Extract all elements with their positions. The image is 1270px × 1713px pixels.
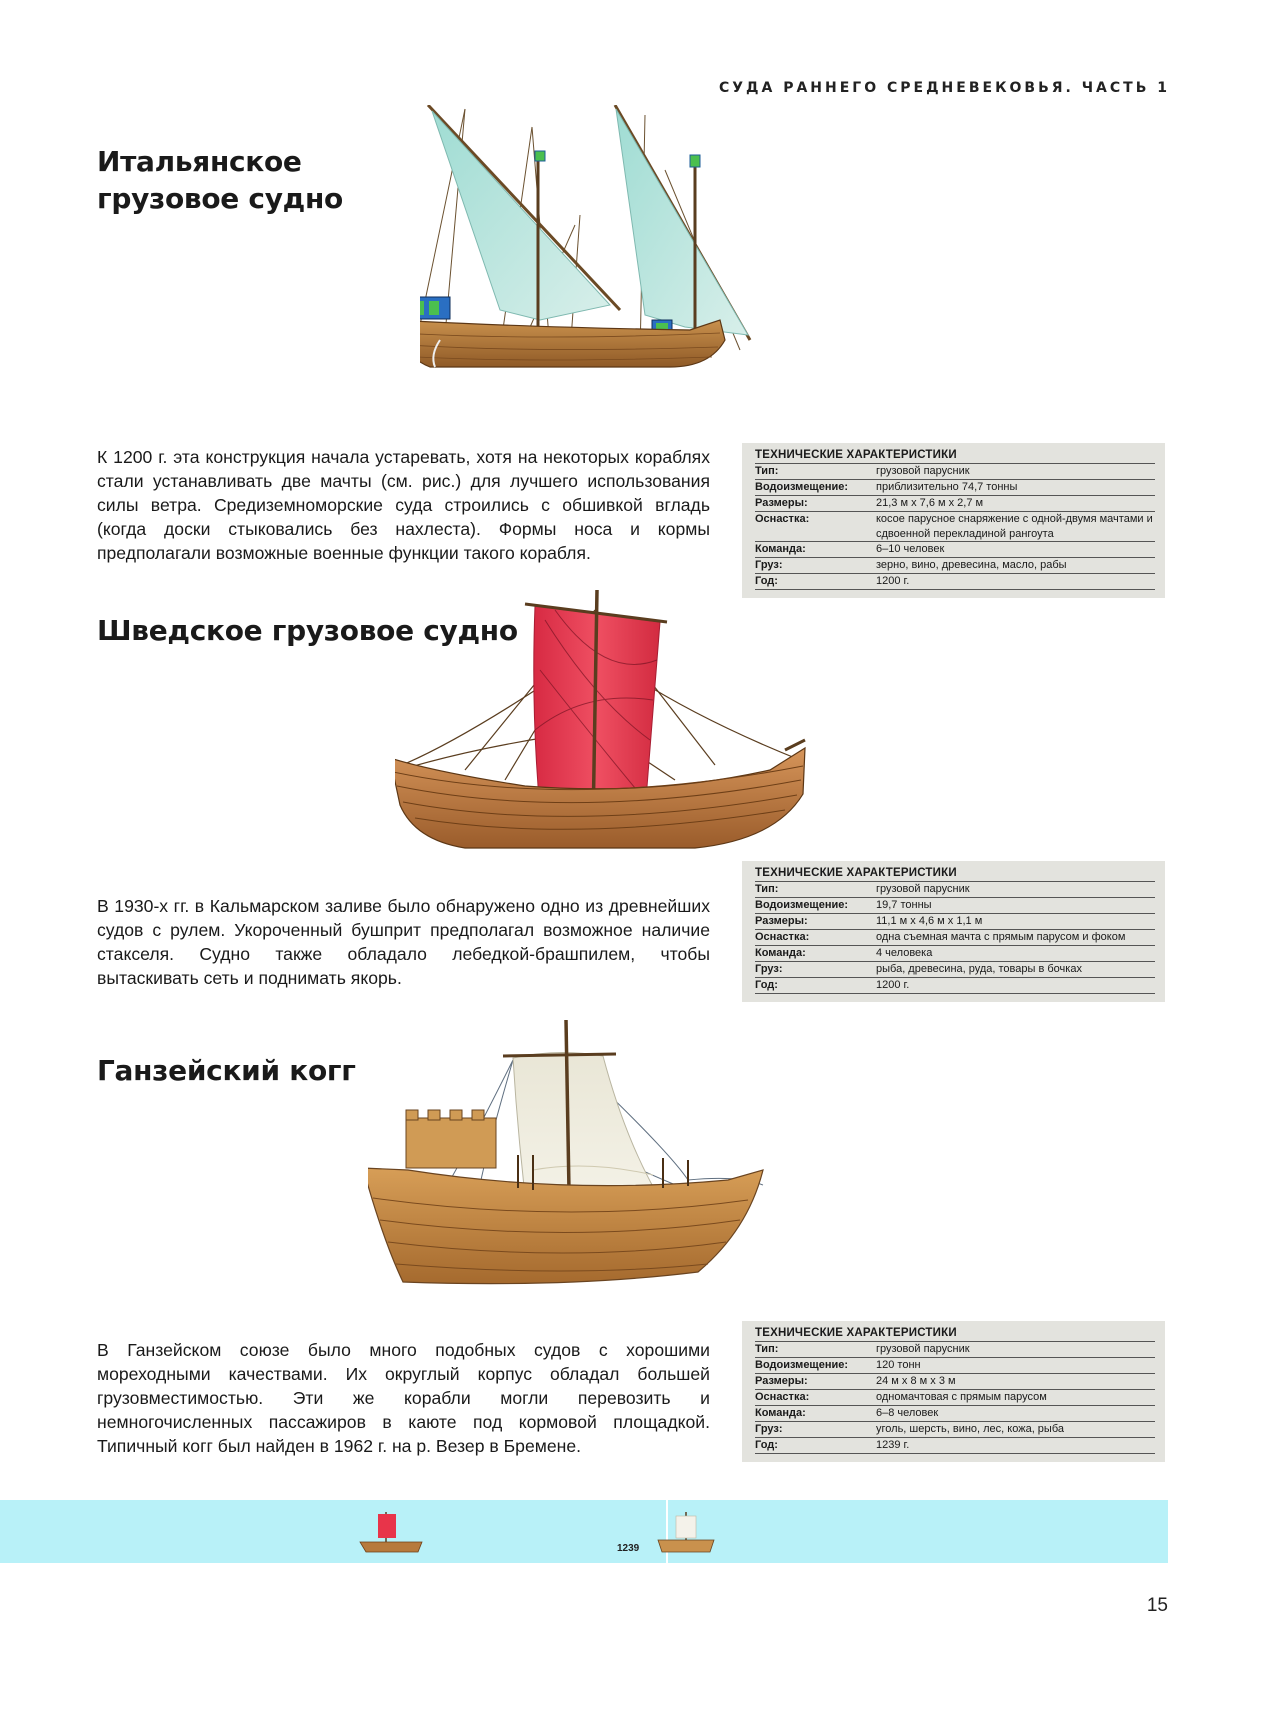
specs-table-swedish — [742, 861, 1165, 1002]
spec-row — [755, 1422, 1155, 1438]
spec-row — [755, 946, 1155, 962]
spec-value: 24 м x 8 м x 3 м — [876, 1375, 956, 1387]
running-header: СУДА РАННЕГО СРЕДНЕВЕКОВЬЯ. ЧАСТЬ 1 — [718, 80, 1170, 96]
spec-label: Размеры: — [755, 915, 808, 927]
section-title-hanseatic — [97, 1052, 356, 1089]
spec-value: 1239 г. — [876, 1439, 910, 1451]
spec-value: косое парусное снаряжение с одной-двумя мачтами и сдвоенной перекладиной рангоута — [876, 513, 1153, 540]
spec-label: Тип: — [755, 465, 779, 477]
spec-label: Год: — [755, 979, 778, 991]
hanseatic-cog-illustration — [368, 1020, 798, 1305]
spec-label: Груз: — [755, 1423, 783, 1435]
spec-label: Водоизмещение: — [755, 1359, 849, 1371]
spec-row — [755, 512, 1155, 542]
spec-row — [755, 1374, 1155, 1390]
spec-value: зерно, вино, древесина, масло, рабы — [876, 559, 1067, 571]
specs-title: ТЕХНИЧЕСКИЕ ХАРАКТЕРИСТИКИ — [755, 448, 1155, 464]
spec-label: Размеры: — [755, 1375, 808, 1387]
spec-value: грузовой парусник — [876, 883, 970, 895]
spec-label: Груз: — [755, 963, 783, 975]
spec-row — [755, 1406, 1155, 1422]
section-text-hanseatic: В Ганзейском союзе было много подобных судов с хорошими мореходными качествами. Их округлый корпус обладал большей грузовместимостью. Эти же корабли могли перевозить и немногочисленных пассажиров в каюте под кормовой площадкой. Типичный когг был найден в 1962 г. на р. Везер в Бремене. — [97, 1340, 710, 1456]
page-number: 15 — [1146, 1595, 1168, 1616]
spec-value: 21,3 м x 7,6 м x 2,7 м — [876, 497, 984, 509]
spec-row — [755, 1342, 1155, 1358]
spec-value: грузовой парусник — [876, 465, 970, 477]
section-title-line: Ганзейский когг — [97, 1054, 356, 1087]
spec-value: 19,7 тонны — [876, 899, 932, 911]
specs-title: ТЕХНИЧЕСКИЕ ХАРАКТЕРИСТИКИ — [755, 1326, 1155, 1342]
spec-row — [755, 962, 1155, 978]
spec-row — [755, 1438, 1155, 1454]
spec-label: Оснастка: — [755, 1391, 810, 1403]
spec-row — [755, 574, 1155, 590]
spec-label: Команда: — [755, 543, 806, 555]
specs-table-hanseatic — [742, 1321, 1165, 1462]
italian-ship-illustration — [420, 105, 765, 405]
spec-row — [755, 558, 1155, 574]
timeline-band — [0, 1500, 1168, 1563]
timeline-ship-swedish-icon — [358, 1510, 424, 1556]
section-text-swedish: В 1930-х гг. в Кальмарском заливе было обнаружено одно из древнейших судов с рулем. Укороченный бушприт предполагал возможное наличие стакселя. Судно также обладало лебедкой-брашпилем, чтобы вытаскивать сеть и поднимать якорь. — [97, 896, 710, 988]
spec-value: рыба, древесина, руда, товары в бочках — [876, 963, 1082, 975]
section-title-line: Шведское грузовое судно — [97, 614, 518, 647]
spec-row — [755, 898, 1155, 914]
spec-value: грузовой парусник — [876, 1343, 970, 1355]
spec-label: Оснастка: — [755, 931, 810, 943]
spec-label: Год: — [755, 575, 778, 587]
spec-label: Водоизмещение: — [755, 899, 849, 911]
spec-label: Год: — [755, 1439, 778, 1451]
spec-label: Груз: — [755, 559, 783, 571]
spec-row — [755, 978, 1155, 994]
spec-value: 4 человека — [876, 947, 933, 959]
spec-value: приблизительно 74,7 тонны — [876, 481, 1018, 493]
section-text-italian: К 1200 г. эта конструкция начала устаревать, хотя на некоторых кораблях стали устанавливать две мачты (см. рис.) для лучшего использования силы ветра. Средиземноморские суда строились с обшивкой вгладь (когда доски стыковались без нахлеста). Формы носа и кормы предполагали возможные военные функции такого корабля. — [97, 447, 710, 563]
timeline-ship-cog-icon — [654, 1510, 718, 1556]
spec-value: 120 тонн — [876, 1359, 921, 1371]
spec-value: 6–8 человек — [876, 1407, 939, 1419]
spec-label: Команда: — [755, 1407, 806, 1419]
spec-row — [755, 496, 1155, 512]
specs-title: ТЕХНИЧЕСКИЕ ХАРАКТЕРИСТИКИ — [755, 866, 1155, 882]
specs-table-italian — [742, 443, 1165, 598]
spec-row — [755, 1390, 1155, 1406]
spec-value: 6–10 человек — [876, 543, 945, 555]
timeline-year-label: 1239 — [617, 1543, 640, 1554]
spec-row — [755, 1358, 1155, 1374]
spec-label: Тип: — [755, 883, 779, 895]
spec-label: Тип: — [755, 1343, 779, 1355]
spec-value: уголь, шерсть, вино, лес, кожа, рыба — [876, 1423, 1064, 1435]
spec-row — [755, 930, 1155, 946]
section-title-line: Итальянское — [97, 145, 302, 178]
spec-label: Оснастка: — [755, 513, 810, 525]
spec-row — [755, 882, 1155, 898]
spec-row — [755, 464, 1155, 480]
spec-label: Команда: — [755, 947, 806, 959]
spec-row — [755, 480, 1155, 496]
spec-row — [755, 914, 1155, 930]
spec-label: Размеры: — [755, 497, 808, 509]
spec-value: 11,1 м x 4,6 м x 1,1 м — [876, 915, 983, 927]
section-title-italian — [97, 143, 343, 217]
spec-label: Водоизмещение: — [755, 481, 849, 493]
spec-value: 1200 г. — [876, 979, 910, 991]
spec-row — [755, 542, 1155, 558]
spec-value: 1200 г. — [876, 575, 910, 587]
spec-value: одна съемная мачта с прямым парусом и фоком — [876, 931, 1126, 943]
swedish-ship-illustration — [395, 590, 815, 855]
section-title-line: грузовое судно — [97, 182, 343, 215]
spec-value: одномачтовая с прямым парусом — [876, 1391, 1047, 1403]
